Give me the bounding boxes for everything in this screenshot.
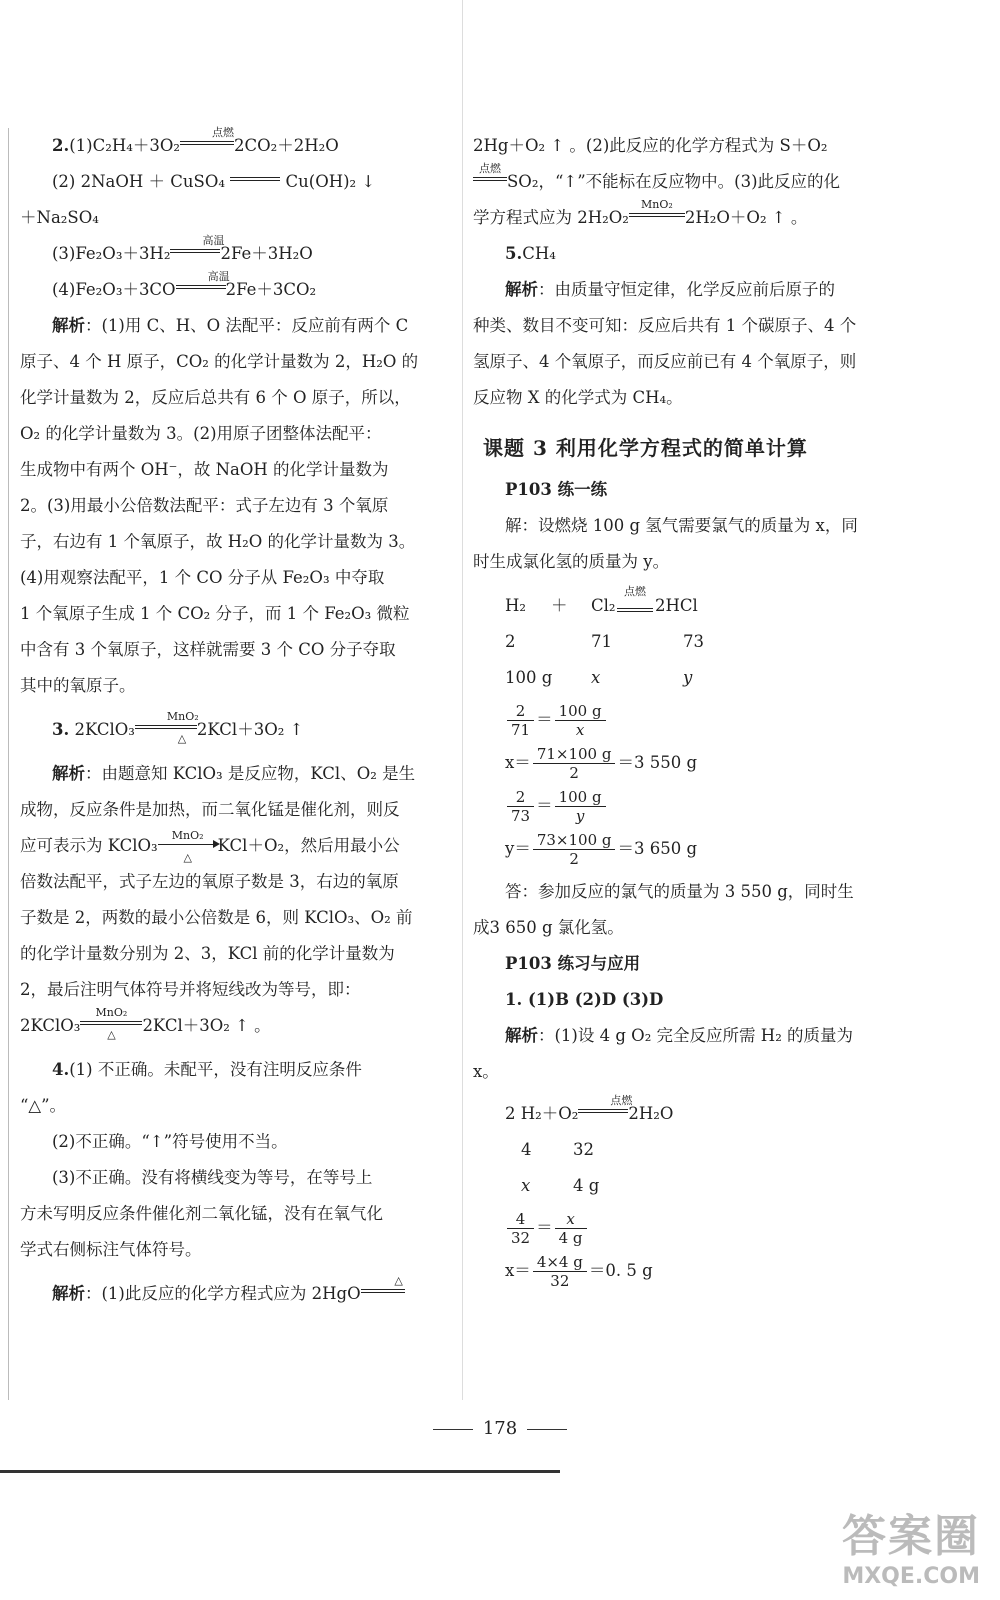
equation-row [473,585,905,624]
result-y [505,831,905,868]
denominator: 32 [511,1229,531,1247]
q4-label: 4. [52,1060,70,1079]
fraction [507,1210,534,1247]
q2-line4 [20,272,448,308]
numerator: 2 [507,788,534,807]
condition-label: 点燃 [212,126,234,139]
q2-3-reactants: (3)Fe₂O₃＋3H₂ [52,244,171,263]
q5-label: 5. [505,244,523,263]
denominator: 2 [569,850,579,868]
analysis-q2-line6: 2。(3)用最小公倍数法配平：式子左边有 3 个氧原 [20,496,389,515]
equals-sign [230,177,280,187]
analysis-q2-line8: (4)用观察法配平，1 个 CO 分子从 Fe₂O₃ 中夺取 [20,568,385,587]
analysis-text: KCl＋O₂，然后用最小公 [217,836,400,855]
analysis-q2-line4: O₂ 的化学计量数为 3。(2)用原子团整体法配平： [20,424,382,443]
solution-line1: 解：设燃烧 100 g 氢气需要氯气的质量为 x，同 [505,516,858,535]
analysis-text: ：(1)此反应的化学方程式应为 2HgO [85,1284,361,1303]
q2-2-reactants: (2) 2NaOH ＋ CuSO₄ [52,172,225,191]
bottom-rule [0,1470,560,1473]
numerator: 71×100 g [533,745,616,764]
q4-line2: “△”。 [20,1096,67,1115]
subsection-title-exercises: P103 练习与应用 [505,954,641,973]
condition-label: MnO₂ [641,198,673,211]
rhs: ＝3 550 g [617,753,698,772]
heat-symbol: △ [107,1028,116,1041]
fraction [533,1253,587,1290]
numerator: 73×100 g [533,831,616,850]
analysis-text: 应可表示为 KClO₃ [20,836,158,855]
analysis-q3-line4: 倍数法配平，式子左边的氧原子数是 3，右边的氧原 [20,872,399,891]
product-hcl: 2HCl [655,596,698,615]
equation-products: 2KCl＋3O₂ ↑ 。 [142,1016,271,1035]
q2-2-products: Cu(OH)₂ ↓ [285,172,376,191]
equals-condition [80,1006,142,1041]
fraction [555,788,606,825]
mass-hcl: 73 [683,632,704,651]
q3-reactants: 2KClO₃ [74,720,135,739]
q2-4-products: 2Fe＋3CO₂ [225,280,317,299]
left-margin-rule [8,128,9,1400]
analysis-q5-line3: 氢原子、4 个氧原子，而反应前已有 4 个氧原子，则 [473,352,857,371]
reactant-cl2: Cl₂ [591,596,616,615]
equals-condition [176,270,230,295]
equation-reactants: 2 H₂＋O₂ [505,1104,579,1123]
heat-symbol: △ [394,1274,403,1287]
molar-mass-row [473,624,905,660]
lhs: x＝ [505,753,531,772]
analysis-label: 解析 [505,1026,538,1045]
analysis-label: 解析 [52,1284,85,1303]
equals-condition [170,234,225,259]
equation-reactants: 2KClO₃ [20,1016,81,1035]
q2-line2 [20,164,448,200]
actual-mass-row-2 [473,1168,905,1204]
analysis-q3-line1 [20,756,448,792]
page-number-text: 178 [482,1418,518,1439]
r-line3 [473,200,905,236]
actual-cl2: x [591,668,601,687]
analysis-q3-line7: 2，最后注明气体符号并将短线改为等号，即： [20,980,361,999]
proportion-1: $\frac{2}{71}$ ＝ $\frac{100 g}{x}$ [505,702,905,739]
q2-1-reactants: (1)C₂H₄＋3O₂ [69,136,180,155]
actual-h2: x [521,1176,531,1195]
column-divider [462,0,463,1400]
condition-label: MnO₂ [95,1006,128,1019]
analysis-label: 解析 [52,316,85,335]
analysis-q2-line2: 原子、4 个 H 原子，CO₂ 的化学计量数为 2，H₂O 的 [20,352,419,371]
subsection-title-practice: P103 练一练 [505,480,608,499]
q2-line2-tail: ＋Na₂SO₄ [20,208,99,227]
analysis-text: ：(1)用 C、H、O 法配平：反应前有两个 C [85,316,409,335]
r-line1: 2Hg＋O₂ ↑ 。(2)此反应的化学方程式为 S＋O₂ [473,136,828,155]
heat-symbol: △ [183,851,192,864]
watermark [842,1500,980,1589]
section-title: 课题 3 利用化学方程式的简单计算 [483,436,808,460]
condition-label: MnO₂ [166,710,199,723]
r-line2 [473,164,905,200]
numerator: 4×4 g [533,1253,587,1272]
analysis-q3-line3 [20,828,448,864]
plus-sign: ＋ [551,596,568,615]
solution-line2: 时生成氯化氢的质量为 y。 [473,552,670,571]
numerator: 100 g [555,702,606,721]
q5-line [473,236,905,272]
q5-answer: CH₄ [522,244,556,263]
analysis-q2-line1 [20,308,448,344]
equation-products: 2H₂O＋O₂ ↑ 。 [684,208,808,227]
mass-ratio-row [473,1132,905,1168]
q3-products: 2KCl＋3O₂ ↑ [196,720,304,739]
q3-label: 3. [52,720,70,739]
q4-line5: 方未写明反应条件催化剂二氧化锰，没有在氧气化 [20,1204,383,1223]
actual-h2: 100 g [505,668,553,687]
denominator: 2 [569,764,579,782]
analysis-q1-line2: x。 [473,1062,499,1081]
analysis-q3-line8 [20,1008,448,1044]
numerator: 100 g [555,788,606,807]
q3-line [20,712,448,748]
analysis-text: ：由题意知 KClO₃ 是反应物，KCl、O₂ 是生 [85,764,416,783]
page-number [0,1418,1000,1439]
fraction [533,745,616,782]
analysis-q4-line1 [20,1276,448,1312]
equals-condition [135,710,199,745]
equals-condition [361,1274,405,1299]
q2-line3 [20,236,448,272]
lhs: x＝ [505,1261,531,1280]
rhs: ＝0. 5 g [588,1261,653,1280]
analysis-q3-line5: 子数是 2，两数的最小公倍数是 6，则 KClO₃、O₂ 前 [20,908,413,927]
q4-line4: (3)不正确。没有将横线变为等号，在等号上 [52,1168,373,1187]
watermark-logo: 答案圈 [842,1511,980,1562]
actual-o2: 4 g [573,1176,600,1195]
analysis-q1-line1 [473,1018,905,1054]
rhs: ＝3 650 g [617,839,698,858]
q4-line3: (2)不正确。“↑”符号使用不当。 [52,1132,288,1151]
denominator: 32 [550,1272,570,1290]
proportion-3: $\frac{4}{32}$ ＝ $\frac{x}{4 g}$ [505,1210,905,1247]
denominator: 73 [511,807,531,825]
condition-label: 高温 [207,270,230,283]
equation-h2-o2 [473,1096,905,1132]
analysis-q2-line11: 其中的氧原子。 [20,676,136,695]
reactant-h2: H₂ [505,596,527,615]
mass-cl2: 71 [591,632,612,651]
fraction [507,788,534,825]
equation-reactants: 学方程式应为 2H₂O₂ [473,208,629,227]
analysis-text: ：(1)设 4 g O₂ 完全反应所需 H₂ 的质量为 [538,1026,854,1045]
analysis-label: 解析 [52,764,85,783]
mass-h2: 2 [505,632,516,651]
q2-label: 2. [52,136,70,155]
condition-label: 高温 [202,234,225,247]
condition-label: 点燃 [624,585,646,598]
analysis-q5-line2: 种类、数目不变可知：反应后共有 1 个碳原子、4 个 [473,316,857,335]
analysis-label: 解析 [505,280,538,299]
right-column [473,128,905,1296]
mass-h2: 4 [521,1140,532,1159]
condition-label: 点燃 [479,162,501,175]
arrow-condition [158,829,218,864]
q4-text: (1) 不正确。未配平，没有注明反应条件 [69,1060,362,1079]
analysis-q5-line4: 反应物 X 的化学式为 CH₄。 [473,388,683,407]
fraction [555,702,606,739]
answer-line1: 答：参加反应的氯气的质量为 3 550 g，同时生 [505,882,854,901]
analysis-q5-line1 [473,272,905,308]
condition-label: MnO₂ [171,829,204,842]
q4-line1 [20,1052,448,1088]
analysis-q2-line7: 子，右边有 1 个氧原子，故 H₂O 的化学计量数为 3。 [20,532,416,551]
fraction [555,1210,587,1247]
analysis-q3-line2: 成物，反应条件是加热，而二氧化锰是催化剂，则反 [20,800,400,819]
actual-hcl: y [683,668,693,687]
denominator: x [575,721,585,739]
watermark-url: MXQE.COM [842,1564,980,1589]
analysis-q3-line6: 的化学计量数分别为 2、3，KCl 前的化学计量数为 [20,944,395,963]
analysis-q2-line3: 化学计量数为 2，反应后总共有 6 个 O 原子，所以， [20,388,411,407]
result-x [505,745,905,782]
q1-answers: 1. (1)B (2)D (3)D [505,990,664,1009]
equals-condition [180,126,234,151]
equals-condition [473,162,507,187]
q4-line6: 学式右侧标注气体符号。 [20,1240,202,1259]
fraction [507,702,534,739]
answer-line2: 成3 650 g 氯化氢。 [473,918,624,937]
analysis-text: SO₂，“↑”不能标在反应物中。(3)此反应的化 [507,172,841,191]
analysis-q2-line5: 生成物中有两个 OH⁻，故 NaOH 的化学计量数为 [20,460,389,479]
mass-o2: 32 [573,1140,594,1159]
equals-condition [578,1094,633,1119]
analysis-q2-line9: 1 个氧原子生成 1 个 CO₂ 分子，而 1 个 Fe₂O₃ 微粒 [20,604,410,623]
analysis-q2-line10: 中含有 3 个氧原子，这样就需要 3 个 CO 分子夺取 [20,640,396,659]
left-column [20,128,448,1312]
denominator: 71 [511,721,531,739]
numerator: x [555,1210,587,1229]
q2-1-products: 2CO₂＋2H₂O [234,136,339,155]
fraction [533,831,616,868]
equals-condition [629,198,685,223]
actual-mass-row [473,660,905,696]
q2-4-reactants: (4)Fe₂O₃＋3CO [52,280,176,299]
heat-symbol: △ [177,732,187,745]
equation-products: 2H₂O [628,1104,674,1123]
result-x-2 [505,1253,905,1290]
analysis-text: ：由质量守恒定律，化学反应前后原子的 [538,280,835,299]
denominator: y [575,807,585,825]
lhs: y＝ [505,839,531,858]
proportion-2: $\frac{2}{73}$ ＝ $\frac{100 g}{y}$ [505,788,905,825]
numerator: 2 [507,702,534,721]
denominator: 4 g [558,1229,583,1247]
numerator: 4 [507,1210,534,1229]
q2-line1 [20,128,448,164]
q2-3-products: 2Fe＋3H₂O [220,244,313,263]
condition-label: 点燃 [610,1094,633,1107]
